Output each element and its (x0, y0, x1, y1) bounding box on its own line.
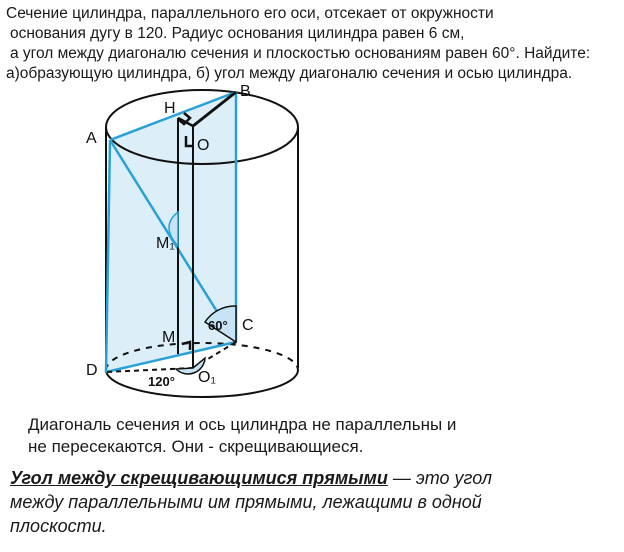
definition-dash: — (387, 468, 416, 488)
note-line-2: не пересекаются. Они - скрещивающиеся. (28, 437, 364, 456)
label-B: B (240, 83, 251, 100)
label-A: A (86, 130, 97, 147)
label-C: C (242, 317, 254, 334)
label-M: M (162, 329, 176, 346)
definition-rest-1: это угол (415, 468, 492, 488)
label-angle-60: 60° (208, 318, 228, 333)
definition-block (10, 466, 616, 538)
problem-line-3: а угол между диагоналю сечения и плоскостью основаниям равен 60°. Найдите: (10, 45, 591, 62)
label-H: H (164, 100, 176, 117)
label-O1: O₁ (198, 369, 216, 386)
label-O: O (197, 137, 210, 154)
definition-line-2: между параллельными им прямыми, лежащими в одной (10, 492, 482, 512)
definition-line-1 (10, 466, 616, 490)
label-D: D (86, 362, 98, 379)
definition-term: Угол между скрещивающимися прямыми (10, 468, 388, 488)
problem-line-2: основания дугу в 120. Радиус основания цилиндра равен 6 см, (10, 25, 465, 42)
label-angle-120: 120° (148, 374, 175, 389)
problem-line-1: Сечение цилиндра, параллельного его оси, отсекает от окружности (6, 5, 494, 22)
skew-lines-note (28, 414, 456, 458)
problem-line-4: а)образующую цилиндра, б) угол между диагоналю сечения и осью цилиндра. (6, 65, 573, 82)
note-line-1: Диагональ сечения и ось цилиндра не параллельны и (28, 415, 457, 434)
definition-line-3: плоскости. (10, 516, 107, 536)
label-M1: M₁ (156, 235, 175, 252)
